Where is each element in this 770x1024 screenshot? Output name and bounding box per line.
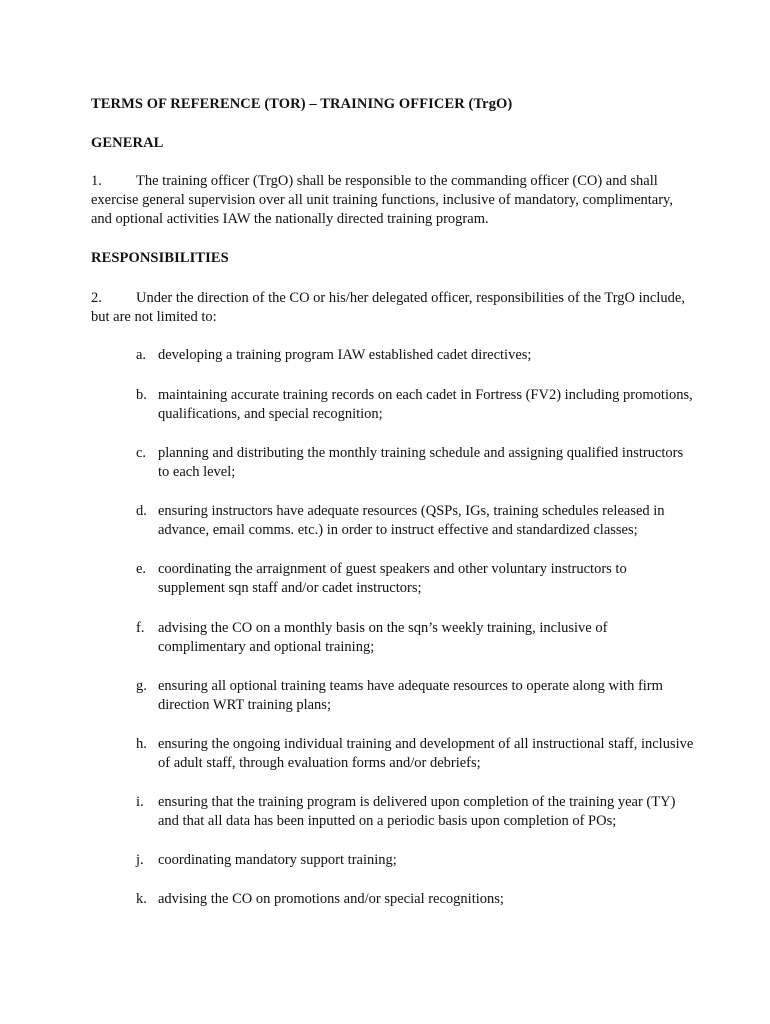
list-item-text: maintaining accurate training records on each cadet in Fortress (FV2) including promotions, qualifications, and special recognition; [158, 387, 693, 422]
list-item-text: developing a training program IAW established cadet directives; [158, 347, 532, 363]
list-item-letter: i. [136, 794, 144, 810]
list-item-h [136, 735, 696, 773]
list-item-letter: a. [136, 347, 147, 363]
list-item-letter: f. [136, 620, 145, 636]
paragraph-number: 2. [91, 290, 102, 306]
list-item-e [136, 560, 696, 598]
list-item-text: ensuring all optional training teams have adequate resources to operate along with firm direction WRT training plans; [158, 678, 663, 713]
paragraph-number: 1. [91, 173, 102, 189]
list-item-text: advising the CO on a monthly basis on the sqn’s weekly training, inclusive of complimentary and optional training; [158, 620, 608, 655]
paragraph-1 [91, 172, 691, 229]
list-item-g [136, 677, 696, 715]
list-item-text: advising the CO on promotions and/or special recognitions; [158, 891, 504, 907]
list-item-b [136, 386, 696, 424]
list-item-c [136, 444, 696, 482]
list-item-f [136, 619, 696, 657]
list-item-d [136, 502, 696, 540]
paragraph-text: The training officer (TrgO) shall be responsible to the commanding officer (CO) and shall exercise general supervision over all unit training functions, inclusive of mandatory, complimentary, and optional activities IAW the nationally directed training program. [91, 173, 673, 227]
list-item-letter: h. [136, 736, 147, 752]
list-item-i [136, 793, 696, 831]
list-item-letter: c. [136, 445, 147, 461]
paragraph-text: Under the direction of the CO or his/her delegated officer, responsibilities of the TrgO include, but are not limited to: [91, 290, 685, 325]
list-item-letter: g. [136, 678, 147, 694]
list-item-text: ensuring that the training program is delivered upon completion of the training year (TY) and that all data has been inputted on a periodic basis upon completion of POs; [158, 794, 676, 829]
list-item-text: coordinating mandatory support training; [158, 852, 397, 868]
section-heading-responsibilities: RESPONSIBILITIES [91, 250, 229, 266]
list-item-a [136, 346, 696, 365]
paragraph-2 [91, 289, 691, 327]
list-item-text: coordinating the arraignment of guest speakers and other voluntary instructors to supplement sqn staff and/or cadet instructors; [158, 561, 627, 596]
list-item-letter: b. [136, 387, 147, 403]
list-item-letter: j. [136, 852, 144, 868]
list-item-text: ensuring the ongoing individual training and development of all instructional staff, inclusive of adult staff, through evaluation forms and/or debriefs; [158, 736, 694, 771]
list-item-text: planning and distributing the monthly training schedule and assigning qualified instructors to each level; [158, 445, 684, 480]
list-item-letter: k. [136, 891, 147, 907]
list-item-letter: e. [136, 561, 147, 577]
list-item-text: ensuring instructors have adequate resources (QSPs, IGs, training schedules released in advance, email comms. etc.) in order to instruct effective and standardized classes; [158, 503, 665, 538]
list-item-j [136, 851, 696, 870]
list-item-letter: d. [136, 503, 147, 519]
document-title: TERMS OF REFERENCE (TOR) – TRAINING OFFICER (TrgO) [91, 96, 513, 112]
list-item-k [136, 890, 696, 909]
section-heading-general: GENERAL [91, 135, 164, 151]
